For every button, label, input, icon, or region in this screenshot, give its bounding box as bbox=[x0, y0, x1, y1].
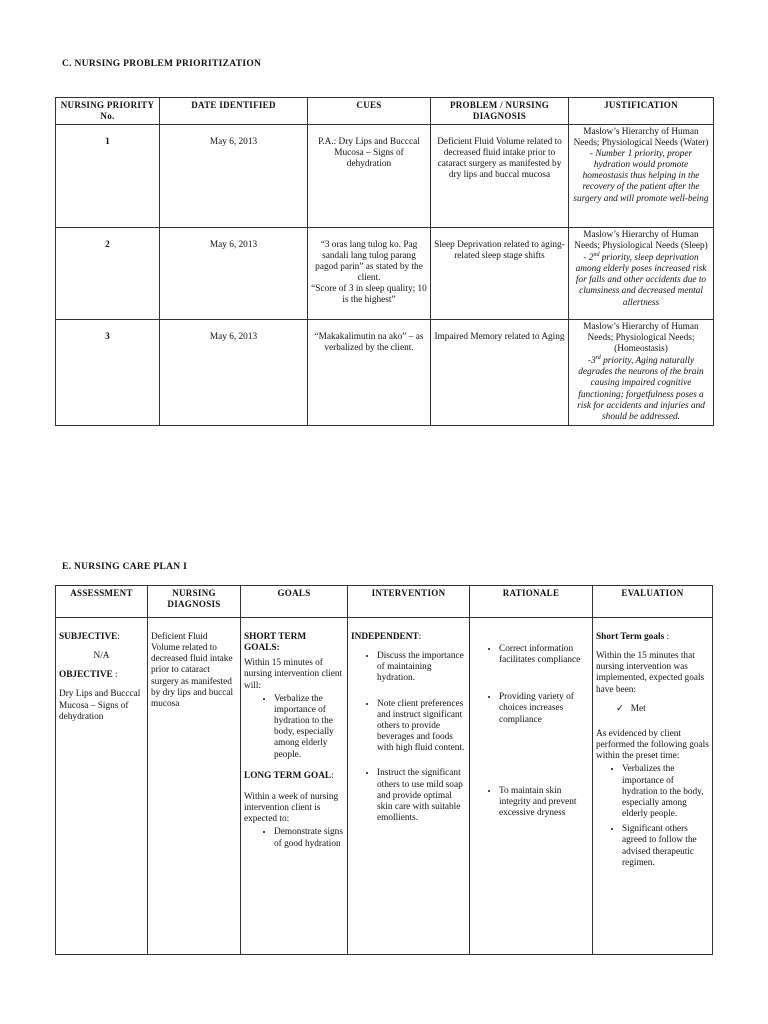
rationale-list bbox=[473, 644, 589, 819]
col-header-rationale: RATIONALE bbox=[470, 586, 593, 618]
list-item: • Discuss the importance of maintaining hydration. bbox=[377, 651, 466, 684]
assessment-cell: SUBJECTIVE: N/A OBJECTIVE : Dry Lips and Bucccal Mucosa – Signs of dehydration bbox=[56, 618, 148, 955]
justification-text: priority, sleep deprivation among elderly poses increased risk for falls and other accidents due to clumsiness and decreased mental allertness bbox=[575, 253, 707, 308]
priority-number: 2 bbox=[56, 227, 160, 319]
long-term-goal-label: LONG TERM GOAL bbox=[244, 770, 332, 781]
col-header-priority: NURSING PRIORITY No. bbox=[56, 98, 160, 125]
short-term-intro: Within 15 minutes of nursing intervention client will: bbox=[244, 658, 343, 691]
col-header-assessment: ASSESSMENT bbox=[56, 586, 148, 618]
care-plan-table bbox=[55, 585, 713, 955]
col-header-evaluation: EVALUATION bbox=[593, 586, 713, 618]
col-header-intervention: INTERVENTION bbox=[348, 586, 470, 618]
short-term-list bbox=[244, 694, 344, 761]
list-item: • Instruct the significant others to use mild soap and provide optimal skin care with suitable emollients. bbox=[377, 768, 466, 824]
short-term-goals-label: Short Term goals bbox=[596, 632, 665, 642]
diagnosis-cell: Deficient Fluid Volume related to decreased fluid intake prior to cataract surgery as manifested by dry lips and buccal mucosa bbox=[431, 124, 569, 227]
priority-prefix: -3 bbox=[587, 356, 596, 367]
table-header-row bbox=[56, 586, 713, 618]
nursing-diagnosis-cell: Deficient Fluid Volume related to decreased fluid intake prior to cataract surgery as manifested by dry lips and buccal mucosa bbox=[148, 618, 241, 955]
cues-cell bbox=[308, 227, 431, 319]
ordinal-suffix: rd bbox=[595, 355, 601, 362]
cues-cell: P.A.: Dry Lips and Bucccal Mucosa – Signs of dehydration bbox=[308, 124, 431, 227]
check-icon: ✓ bbox=[616, 703, 624, 714]
col-header-justification: JUSTIFICATION bbox=[569, 98, 714, 125]
objective-label: OBJECTIVE bbox=[59, 670, 113, 681]
table-header-row bbox=[56, 98, 714, 125]
col-header-goals: GOALS bbox=[241, 586, 348, 618]
evaluation-intro: Within the 15 minutes that nursing intervention was implemented, expected goals have been: bbox=[596, 651, 705, 695]
list-item: • Verbalize the importance of hydration to the body, especially among elderly people. bbox=[274, 694, 344, 761]
justification-detail bbox=[572, 355, 710, 423]
cues-quote: “3 oras lang tulog ko. Pag sandali lang tulog parang pagod parin” as stated by the client. bbox=[315, 239, 423, 284]
list-item: • Providing variety of choices increases compliance bbox=[499, 692, 589, 725]
list-item: • To maintain skin integrity and prevent excessive dryness bbox=[499, 786, 589, 819]
justification-detail bbox=[572, 252, 710, 309]
col-header-date: DATE IDENTIFIED bbox=[160, 98, 308, 125]
col-header-nursing-diagnosis: NURSING DIAGNOSIS bbox=[148, 586, 241, 618]
priority-prefix: - 2 bbox=[583, 253, 594, 263]
justification-main: Maslow’s Hierarchy of Human Needs; Physiological Needs; (Homeostasis) bbox=[583, 321, 699, 354]
evaluation-evidence: As evidenced by client performed the following goals within the preset time: bbox=[596, 728, 709, 762]
justification-detail: - Number 1 priority, proper hydration would promote homeostasis thus helping in the recovery of the patient after the surgery and will promote well-being bbox=[573, 148, 709, 204]
list-item: • Verbalizes the importance of hydration to the body, especially among elderly people. bbox=[622, 764, 709, 820]
priority-number: 1 bbox=[56, 124, 160, 227]
section-e-heading: E. NURSING CARE PLAN I bbox=[62, 562, 188, 572]
evaluation-list bbox=[596, 764, 709, 868]
evaluation-cell: Short Term goals : Within the 15 minutes that nursing intervention was implemented, expected goals have been: ✓ Met As evidenced by client performed the following goals within the preset time: • Verbalizes the importance of hydration to the body, especially among elderly people. • Significant others agreed to follow the advised therapeutic regimen. bbox=[593, 618, 713, 955]
table-row bbox=[56, 124, 714, 227]
priority-number: 3 bbox=[56, 319, 160, 426]
col-header-cues: CUES bbox=[308, 98, 431, 125]
met-status bbox=[596, 704, 709, 715]
table-row bbox=[56, 227, 714, 319]
justification-text: priority, Aging naturally degrades the neurons of the brain causing impaired cognitive functioning; forgetfulness poses a risk for accidents and injuries and should be addressed. bbox=[577, 356, 705, 422]
justification-main: Maslow’s Hierarchy of Human Needs; Physiological Needs (Water) bbox=[573, 126, 709, 148]
justification-cell bbox=[569, 124, 714, 227]
met-label: Met bbox=[630, 703, 646, 714]
justification-cell bbox=[569, 227, 714, 319]
long-term-list bbox=[244, 827, 344, 849]
date-identified: May 6, 2013 bbox=[160, 227, 308, 319]
diagnosis-cell: Impaired Memory related to Aging bbox=[431, 319, 569, 426]
goals-cell: SHORT TERM GOALS: Within 15 minutes of nursing intervention client will: • Verbalize the importance of hydration to the body, especially among elderly people. LONG TERM GOAL: Within a week of nursing intervention client is expected to: • Demonstrate signs of good hydration bbox=[241, 618, 348, 955]
independent-label: INDEPENDENT bbox=[351, 632, 419, 642]
col-header-diagnosis: PROBLEM / NURSING DIAGNOSIS bbox=[431, 98, 569, 125]
justification-cell bbox=[569, 319, 714, 426]
list-item: • Demonstrate signs of good hydration bbox=[274, 827, 344, 849]
cues-score: “Score of 3 in sleep quality; 10 is the highest” bbox=[311, 284, 427, 306]
cues-cell: “Makakalimutin na ako” – as verbalized by the client. bbox=[308, 319, 431, 426]
ordinal-suffix: nd bbox=[593, 251, 600, 258]
justification-main: Maslow’s Hierarchy of Human Needs; Physiological Needs (Sleep) bbox=[574, 229, 708, 251]
prioritization-table bbox=[55, 97, 714, 426]
diagnosis-cell: Sleep Deprivation related to aging-related sleep stage shifts bbox=[431, 227, 569, 319]
intervention-cell: INDEPENDENT: • Discuss the importance of maintaining hydration. • Note client preferences and instruct significant others to provide beverages and foods with high fluid content. • Instruct the significant others to use mild soap and provide optimal skin care with suitable emollients. bbox=[348, 618, 470, 955]
section-c-heading: C. NURSING PROBLEM PRIORITIZATION bbox=[62, 59, 262, 69]
objective-value: Dry Lips and Bucccal Mucosa – Signs of dehydration bbox=[59, 689, 141, 722]
date-identified: May 6, 2013 bbox=[160, 124, 308, 227]
subjective-value: N/A bbox=[93, 651, 110, 662]
list-item: • Note client preferences and instruct significant others to provide beverages and foods with high fluid content. bbox=[377, 699, 466, 755]
list-item: • Significant others agreed to follow the advised therapeutic regimen. bbox=[622, 824, 709, 869]
intervention-list bbox=[351, 651, 466, 824]
subjective-label: SUBJECTIVE bbox=[59, 632, 118, 642]
date-identified: May 6, 2013 bbox=[160, 319, 308, 426]
table-row bbox=[56, 618, 713, 955]
list-item: • Correct information facilitates compliance bbox=[499, 644, 589, 666]
short-term-goals-label: SHORT TERM GOALS bbox=[244, 632, 307, 654]
long-term-intro: Within a week of nursing intervention client is expected to: bbox=[244, 791, 339, 825]
rationale-cell bbox=[470, 618, 593, 955]
table-row bbox=[56, 319, 714, 426]
